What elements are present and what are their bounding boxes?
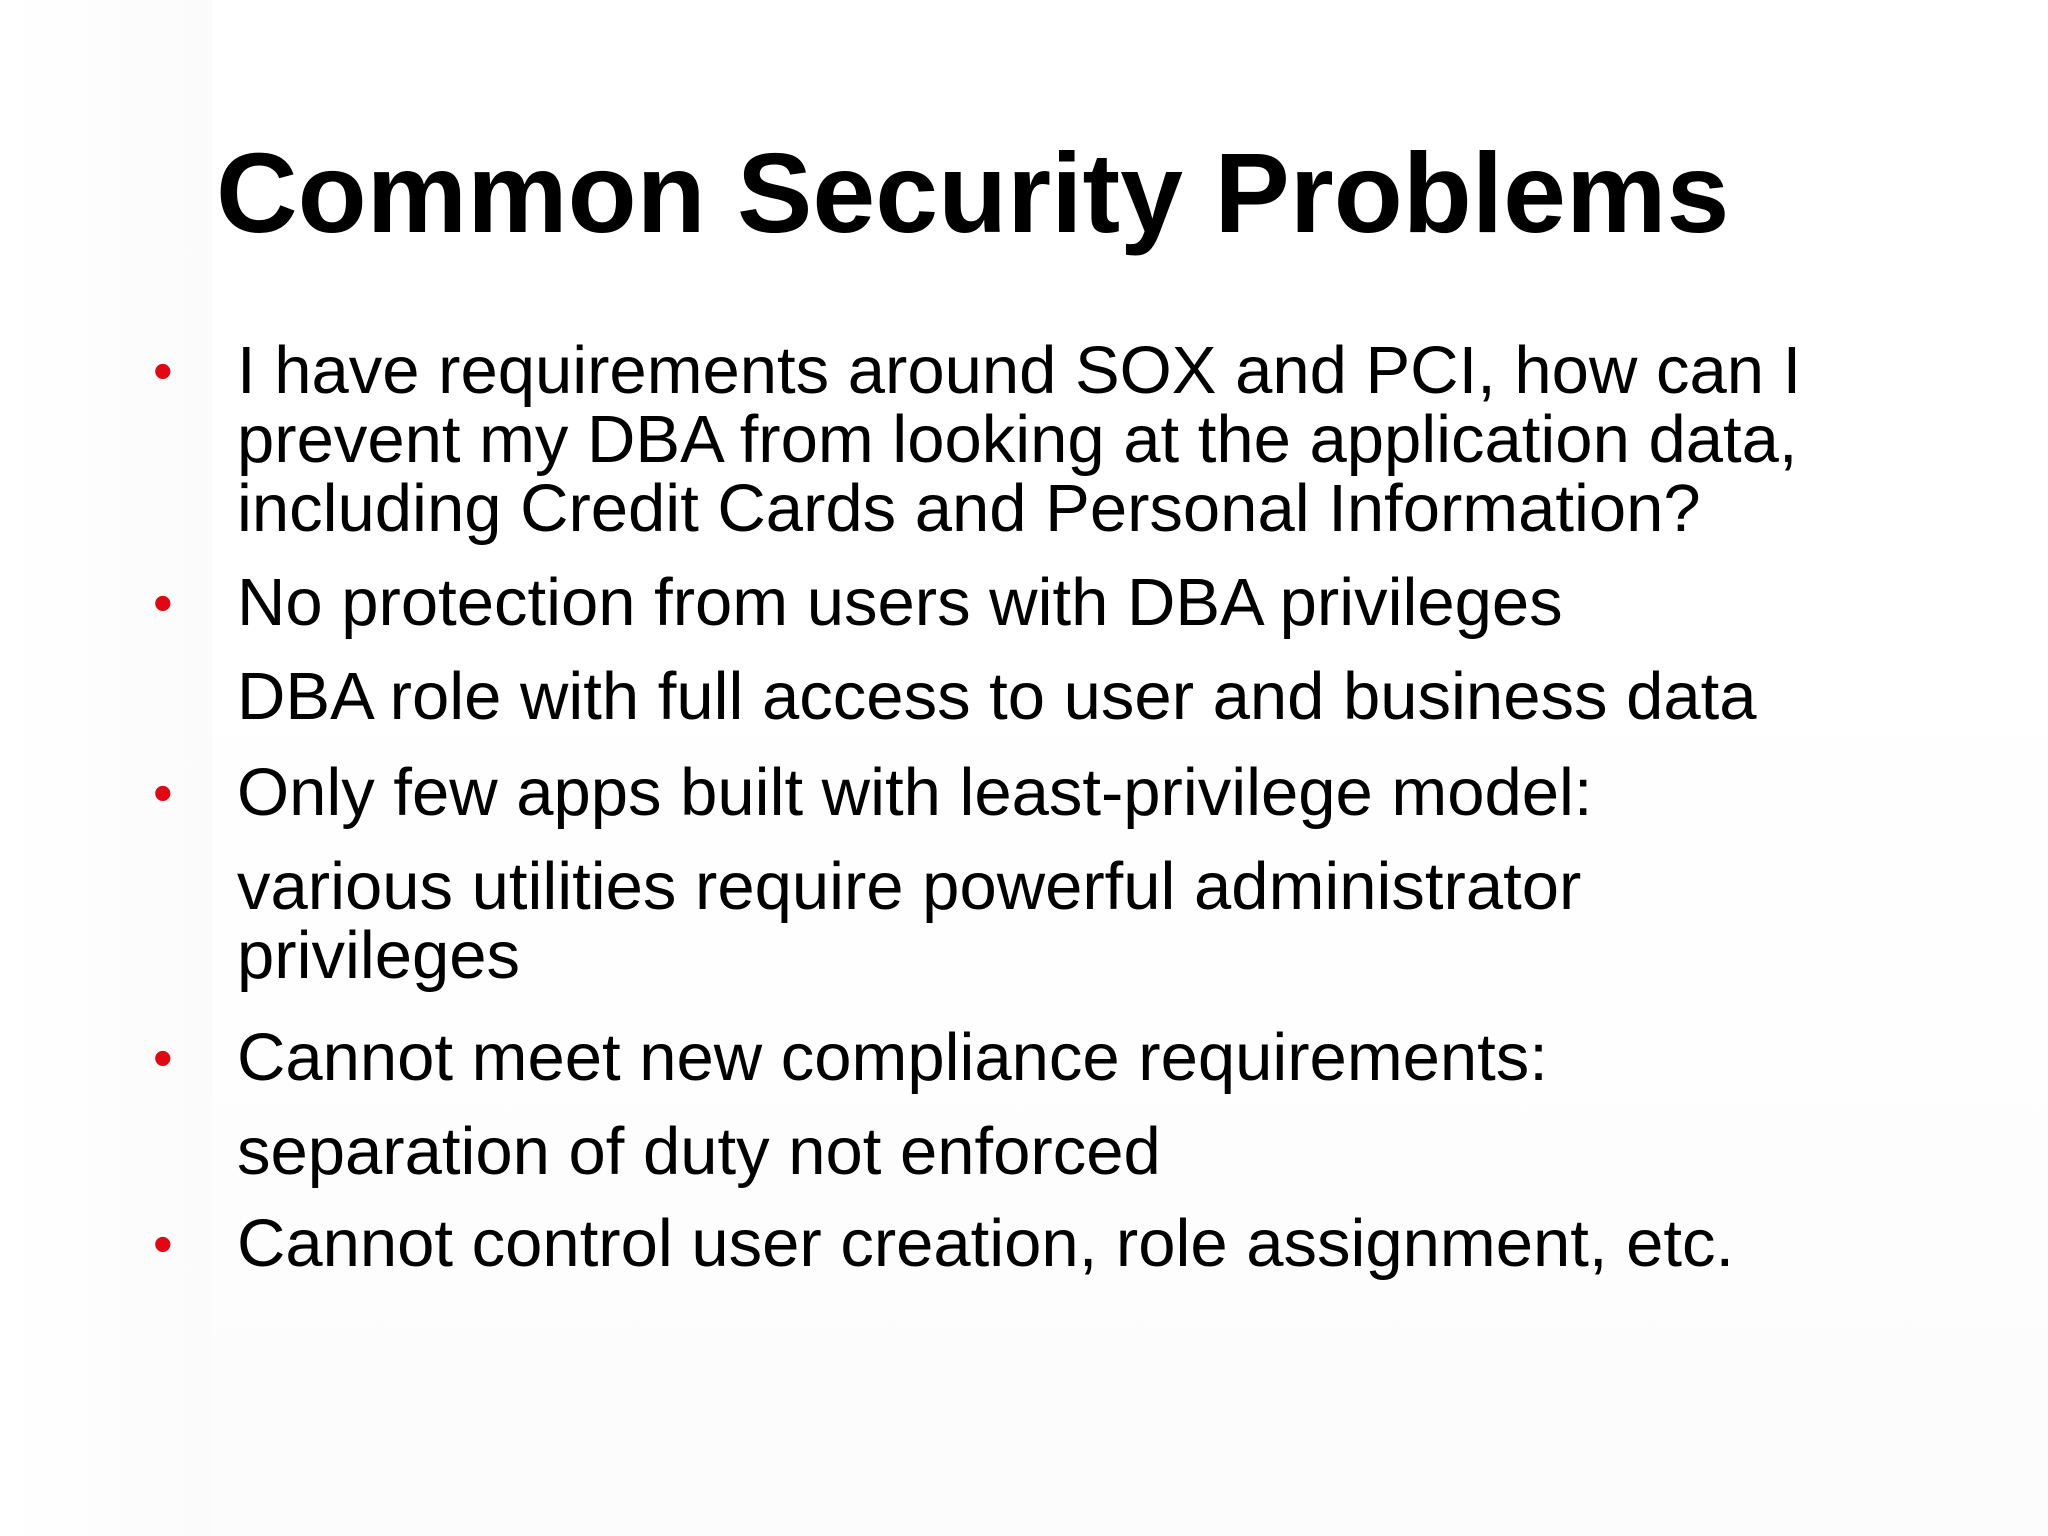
slide-title: Common Security Problems xyxy=(216,130,1730,256)
bullet-4-line-1: Cannot meet new compliance requirements: xyxy=(237,1020,1548,1095)
bullet-item-1 xyxy=(153,333,1802,546)
bullet-marker: • xyxy=(153,761,173,824)
bullet-2-line-1: No protection from users with DBA privileges xyxy=(237,565,1563,640)
bullet-3-subline-2: privileges xyxy=(237,918,521,993)
bullet-5-line-1: Cannot control user creation, role assignment, etc. xyxy=(237,1206,1735,1281)
bullet-item-2 xyxy=(153,565,1563,640)
bullet-item-5 xyxy=(153,1206,1735,1281)
bullet-1-line-3: including Credit Cards and Personal Information? xyxy=(237,471,1701,546)
bullet-marker: • xyxy=(153,1212,173,1275)
bullet-item-3 xyxy=(153,755,1593,830)
bullet-marker: • xyxy=(153,1026,173,1089)
bullet-marker: • xyxy=(153,339,173,402)
bullet-1-line-2: prevent my DBA from looking at the application data, xyxy=(237,402,1798,477)
left-background-shade xyxy=(0,0,212,1536)
bullet-3-line-1: Only few apps built with least-privilege model: xyxy=(237,755,1593,830)
bullet-item-4 xyxy=(153,1020,1548,1095)
bullet-2-subline-1: DBA role with full access to user and business data xyxy=(237,659,1757,734)
bullet-marker: • xyxy=(153,571,173,634)
bullet-4-subline-1: separation of duty not enforced xyxy=(237,1114,1161,1189)
bullet-3-subline-1: various utilities require powerful administrator xyxy=(237,849,1582,924)
bullet-1-line-1: I have requirements around SOX and PCI, how can I xyxy=(237,333,1802,408)
